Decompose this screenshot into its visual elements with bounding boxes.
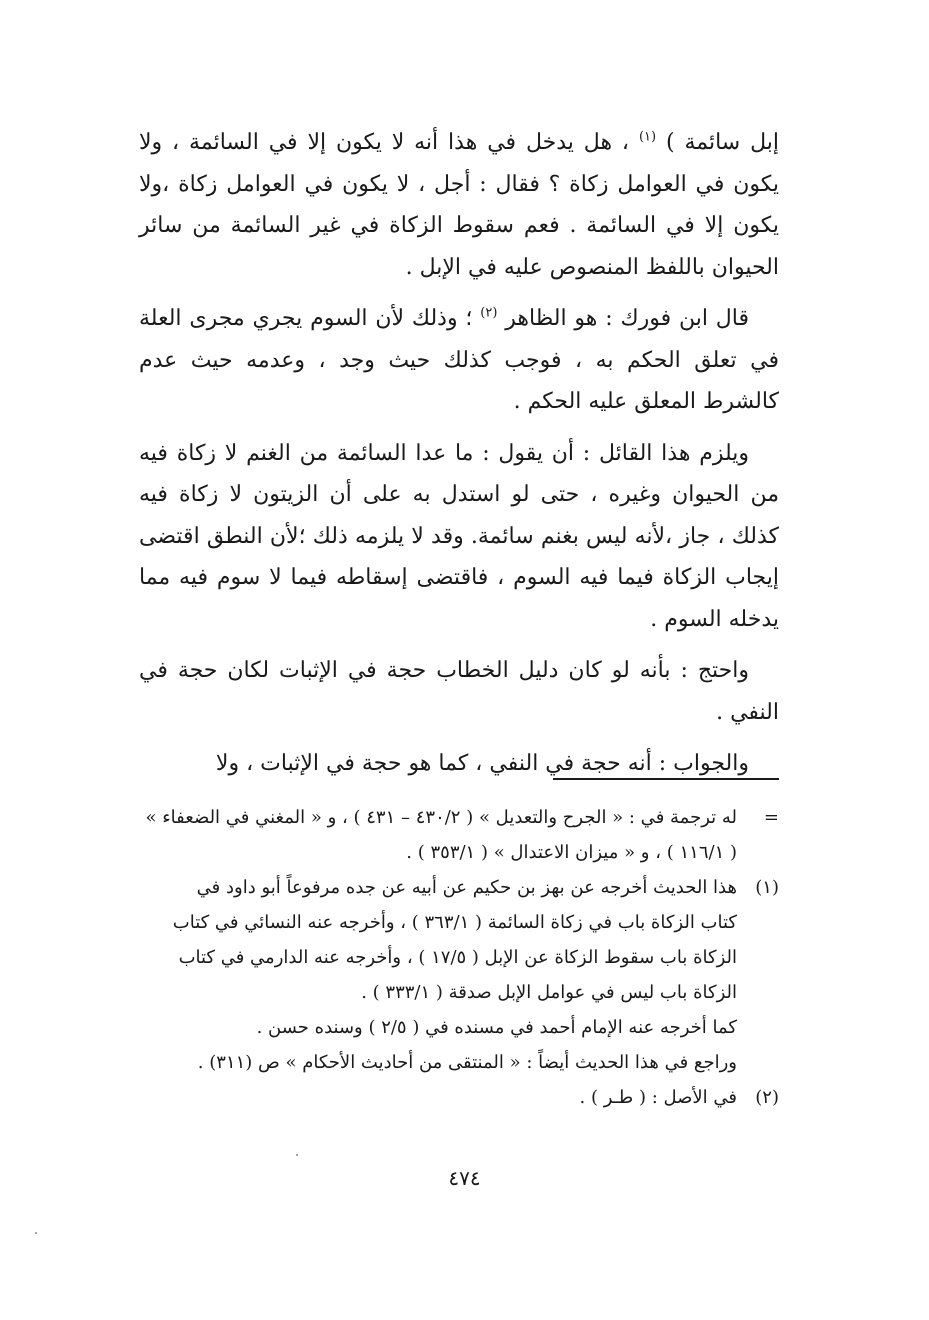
footnotes — [139, 800, 779, 1115]
footnote-line: هذا الحديث أخرجه عن بهز بن حكيم عن أبيه عن جده مرفوعاً أبو داود في — [196, 877, 737, 898]
footnote-2-body — [139, 1080, 737, 1115]
paragraph-1-text-end: ، هل يدخل في هذا أنه لا يكون إلا في السائمة ، ولا يكون في العوامل زكاة ؟ فقال : أجل ، لا يكون في العوامل زكاة ،ولا يكون إلا في السائمة . فعم سقوط الزكاة في غير السائمة من سائر الحيوان باللفظ المنصوص عليه في الإبل . — [139, 130, 779, 280]
paragraph-4: واحتج : بأنه لو كان دليل الخطاب حجة في الإثبات لكان حجة في النفي . — [139, 658, 779, 725]
footnote-2 — [139, 1080, 779, 1115]
paragraph-2-text-end: ؛ وذلك لأن السوم يجري مجرى العلة في تعلق الحكم به ، فوجب كذلك حيث وجد ، وعدمه حيث عدم كالشرط المعلق عليه الحكم . — [139, 306, 779, 414]
page-number: ٤٧٤ — [448, 1166, 481, 1190]
footnote-line: كتاب الزكاة باب في زكاة السائمة ( ٣٦٣/١ ) ، وأخرجه عنه النسائي في كتاب — [172, 912, 737, 933]
footnote-continuation-mark: = — [763, 807, 779, 828]
paragraph-1-text-start: إبل سائمة ) — [656, 130, 780, 155]
footnote-line: كما أخرجه عنه الإمام أحمد في مسنده في ( ٢/٥ ) وسنده حسن . — [256, 1017, 737, 1038]
footnote-ref-1: (١) — [638, 129, 657, 145]
footnote-line: الزكاة باب سقوط الزكاة عن الإبل ( ١٧/٥ ) ، وأخرجه عنه الدارمي في كتاب — [178, 947, 737, 968]
footnote-1 — [139, 870, 779, 1080]
footnote-line: وراجع في هذا الحديث أيضاً : « المنتقى من أحاديث الأحكام » ص (٣١١) . — [197, 1052, 737, 1073]
footnote-1-mark: (١) — [755, 877, 779, 898]
scan-speck — [296, 1154, 298, 1156]
footnote-continuation — [139, 800, 779, 870]
footnote-2-mark: (٢) — [755, 1087, 779, 1108]
footnote-separator — [553, 778, 779, 780]
paragraph-2 — [139, 298, 779, 423]
scan-speck — [35, 1232, 37, 1234]
main-text — [139, 122, 779, 795]
paragraph-5: والجواب : أنه حجة في النفي ، كما هو حجة في الإثبات ، ولا — [215, 751, 749, 776]
footnote-line: له ترجمة في : « الجرح والتعديل » ( ٤٣٠/٢ – ٤٣١ ) ، و « المغني في الضعفاء » — [145, 807, 737, 828]
footnote-line: الزكاة باب ليس في عوامل الإبل صدقة ( ٣٣٣/١ ) . — [361, 982, 737, 1003]
footnote-line: في الأصل : ( طـر ) . — [579, 1087, 737, 1108]
paragraph-2-text-start: قال ابن فورك : هو الظاهر — [497, 306, 750, 331]
footnote-continuation-body — [139, 800, 737, 870]
footnote-line: ( ١١٦/١ ) ، و « ميزان الاعتدال » ( ٣٥٣/١ ) . — [406, 842, 737, 863]
paragraph-3: ويلزم هذا القائل : أن يقول : ما عدا السائمة من الغنم لا زكاة فيه من الحيوان وغيره ، حتى لو استدل به على أن الزيتون لا زكاة فيه كذلك ، جاز ،لأنه ليس بغنم سائمة. وقد لا يلزمه ذلك ؛لأن النطق اقتضى إيجاب الزكاة فيما فيه السوم ، فاقتضى إسقاطه فيما لا سوم فيه مما يدخله السوم . — [139, 440, 779, 632]
footnote-ref-2: (٢) — [480, 305, 498, 321]
footnote-1-body — [139, 870, 737, 1080]
paragraph-1 — [139, 122, 779, 288]
